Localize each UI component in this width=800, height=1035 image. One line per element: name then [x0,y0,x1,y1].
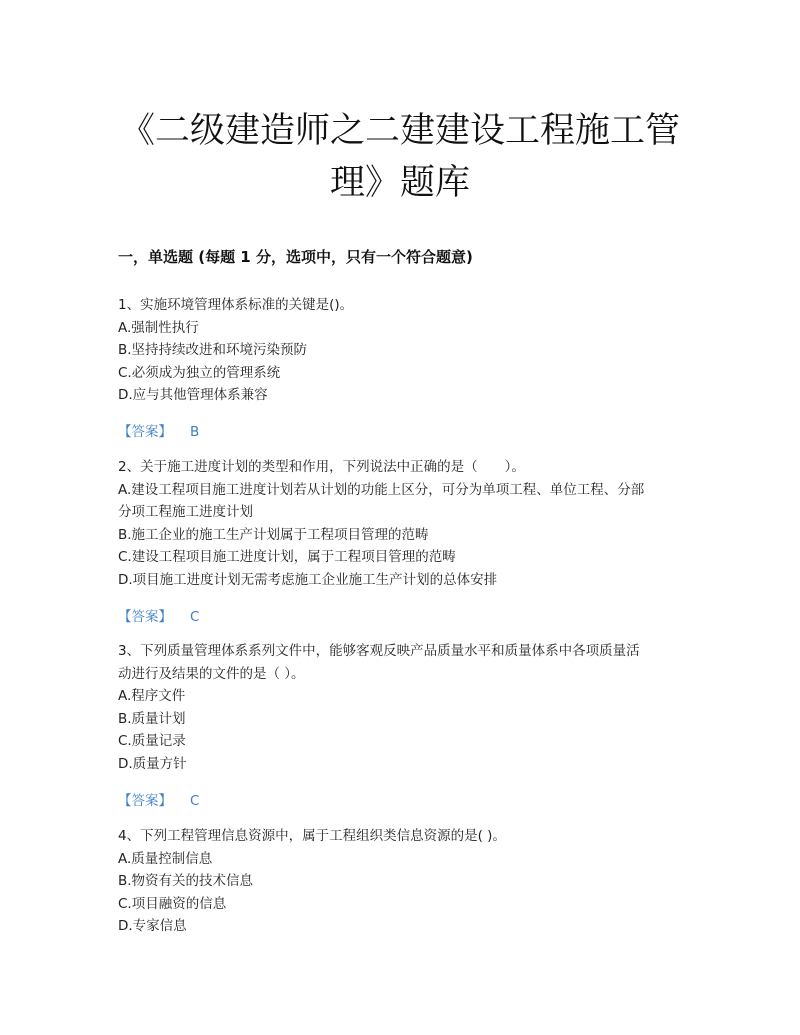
option-a: A.强制性执行 [118,319,199,336]
title-line-1: 《二级建造师之二建建设工程施工管 [119,111,680,151]
answer-label: 【答案】 [118,792,172,809]
option-c: C.项目融资的信息 [118,895,227,912]
option-b: B.质量计划 [118,710,186,727]
question-4 [118,825,693,938]
option-a-continued: 分项工程施工进度计划 [118,504,253,521]
option-a: A.建设工程项目施工进度计划若从计划的功能上区分，可分为单项工程、单位工程、分部 [118,481,645,498]
question-3 [118,640,693,812]
answer-label: 【答案】 [118,608,172,625]
answer-row [118,606,693,628]
answer-row [118,790,693,812]
answer-value: C [190,608,200,625]
option-b: B.坚持持续改进和环境污染预防 [118,342,308,359]
option-d: D.质量方针 [118,755,187,772]
answer-value: B [190,423,200,440]
question-stem-continued: 动进行及结果的文件的是（ ）。 [118,665,305,682]
section-heading: 一，单选题 (每题 1 分，选项中，只有一个符合题意) [118,248,473,266]
question-stem: 3、下列质量管理体系系列文件中，能够客观反映产品质量水平和质量体系中各项质量活 [118,643,640,659]
document-title [110,105,690,209]
answer-row [118,421,693,443]
option-b: B.施工企业的施工生产计划属于工程项目管理的范畴 [118,526,429,543]
option-b: B.物资有关的技术信息 [118,873,254,890]
question-stem: 2、关于施工进度计划的类型和作用，下列说法中正确的是（ ）。 [118,459,525,475]
title-line-2: 理》题库 [329,163,470,203]
option-c: C.建设工程项目施工进度计划，属于工程项目管理的范畴 [118,549,456,566]
question-stem: 1、实施环境管理体系标准的关键是()。 [118,297,354,313]
answer-label: 【答案】 [118,423,172,440]
question-1 [118,294,693,443]
answer-value: C [190,792,200,809]
option-a: A.程序文件 [118,688,186,705]
option-d: D.专家信息 [118,918,187,935]
question-stem: 4、下列工程管理信息资源中，属于工程组织类信息资源的是( )。 [118,828,506,844]
question-2 [118,456,693,628]
option-d: D.应与其他管理体系兼容 [118,387,268,404]
option-d: D.项目施工进度计划无需考虑施工企业施工生产计划的总体安排 [118,571,498,588]
option-c: C.质量记录 [118,733,186,750]
option-c: C.必须成为独立的管理系统 [118,364,281,381]
option-a: A.质量控制信息 [118,850,213,867]
